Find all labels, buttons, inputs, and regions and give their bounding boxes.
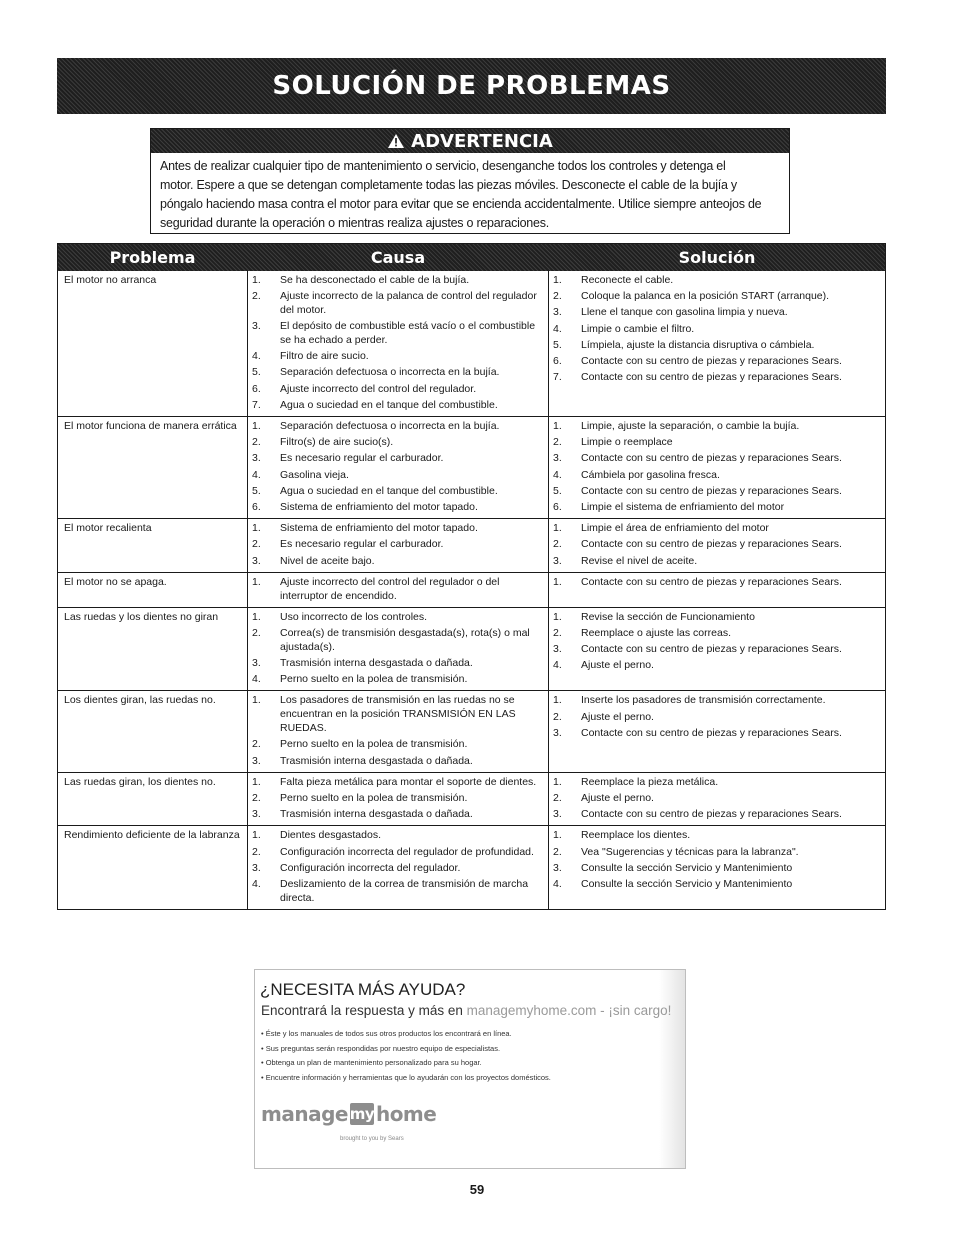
item-number: 7.: [553, 371, 562, 384]
item-number: 3.: [252, 861, 261, 874]
cause-item: [252, 450, 542, 466]
cause-item: [252, 806, 542, 822]
cause-item: [252, 318, 542, 348]
list-item: • Sus preguntas serán respondidas por nuestro equipo de especialistas.: [261, 1042, 551, 1057]
item-number: 3.: [553, 861, 562, 874]
cause-item: [252, 483, 542, 499]
cause-item: [252, 397, 542, 413]
item-number: 3.: [252, 808, 261, 821]
item-text: Contacte con su centro de piezas y reparaciones Sears.: [581, 371, 842, 384]
problem-cell: [58, 826, 247, 909]
item-text: Los pasadores de transmisión en las ruedas no se encuentran en la posición TRANSMISIÓN EN LAS RUEDAS.: [280, 694, 516, 735]
solution-item: [553, 625, 879, 641]
item-text: Límpiela, ajuste la distancia disruptiva o cámbiela.: [581, 338, 815, 351]
item-number: 4.: [553, 468, 562, 481]
solution-item: [553, 353, 879, 369]
cause-item: [252, 418, 542, 434]
item-number: 2.: [553, 792, 562, 805]
logo-tagline: brought to you by Sears: [340, 1136, 404, 1142]
solution-item: [553, 553, 879, 569]
item-text: Llene el tanque con gasolina limpia y nueva.: [581, 306, 788, 319]
header-solution: Solución: [678, 248, 756, 267]
item-text: Agua o suciedad en el tanque del combustible.: [280, 484, 498, 497]
problem-cell: [58, 417, 247, 518]
problem-text: El motor no arranca: [64, 274, 157, 286]
solution-item: [553, 321, 879, 337]
item-text: Reemplace o ajuste las correas.: [581, 627, 731, 640]
item-text: Correa(s) de transmisión desgastada(s), rota(s) o mal ajustada(s).: [280, 627, 530, 654]
item-number: 2.: [553, 290, 562, 303]
item-text: Limpie, ajuste la separación, o cambie la bujía.: [581, 420, 800, 433]
item-number: 1.: [252, 274, 261, 286]
cause-item: [252, 860, 542, 876]
cause-item: [252, 467, 542, 483]
managemyhome-logo: [261, 1102, 436, 1126]
table-row: [58, 690, 885, 771]
item-text: Contacte con su centro de piezas y reparaciones Sears.: [581, 726, 842, 739]
item-text: Trasmisión interna desgastada o dañada.: [280, 808, 473, 821]
cause-item: [252, 381, 542, 397]
warning-header: [151, 129, 789, 153]
item-number: 1.: [252, 694, 261, 707]
item-number: 1.: [553, 775, 562, 788]
cause-item: [252, 553, 542, 569]
help-title: ¿NECESITA MÁS AYUDA?: [260, 980, 466, 999]
item-text: Ajuste incorrecto de la palanca de control del regulador del motor.: [280, 290, 537, 317]
item-number: 3.: [553, 306, 562, 319]
problem-text: El motor funciona de manera errática: [64, 420, 237, 433]
item-number: 6.: [553, 501, 562, 514]
item-text: Perno suelto en la polea de transmisión.: [280, 673, 468, 686]
solution-item: [553, 369, 879, 385]
item-number: 2.: [553, 436, 562, 449]
problem-cell: [58, 691, 247, 771]
item-text: Configuración incorrecta del regulador.: [280, 861, 461, 874]
solution-item: [553, 536, 879, 552]
item-text: Limpie el sistema de enfriamiento del motor: [581, 501, 785, 514]
item-text: Contacte con su centro de piezas y reparaciones Sears.: [581, 808, 842, 821]
item-text: Cámbiela por gasolina fresca.: [581, 468, 720, 481]
cause-item: [252, 574, 542, 604]
logo-left: manage: [261, 1102, 348, 1126]
warning-line: motor. Espere a que se detengan completamente todas las piezas móviles. Desconecte el cable de la bujía y: [160, 178, 737, 192]
solution-item: [553, 709, 879, 725]
item-text: Trasmisión interna desgastada o dañada.: [280, 754, 473, 767]
cause-item: [252, 844, 542, 860]
table-row: [58, 518, 885, 572]
solution-item: [553, 860, 879, 876]
warning-line: póngalo haciendo masa contra el motor para evitar que se encienda accidentalmente. Utilice siempre anteojos de: [160, 197, 762, 211]
table-row: [58, 825, 885, 909]
solution-item: [553, 288, 879, 304]
cause-item: [252, 625, 542, 655]
cause-item: [252, 499, 542, 515]
solution-item: [553, 806, 879, 822]
cause-item: [252, 288, 542, 318]
problem-text: El motor no se apaga.: [64, 575, 167, 588]
item-number: 1.: [252, 420, 261, 433]
item-text: Limpie o reemplace: [581, 436, 673, 449]
item-number: 3.: [252, 452, 261, 465]
section-banner: [57, 58, 886, 114]
table-header: [58, 244, 885, 271]
item-number: 3.: [252, 554, 261, 567]
item-number: 3.: [553, 554, 562, 567]
item-text: Contacte con su centro de piezas y reparaciones Sears.: [581, 538, 842, 551]
item-number: 1.: [553, 274, 562, 286]
item-number: 4.: [553, 878, 562, 891]
item-number: 1.: [252, 610, 261, 623]
problem-cell: [58, 608, 247, 691]
item-text: Reemplace la pieza metálica.: [581, 775, 719, 788]
item-number: 2.: [553, 538, 562, 551]
list-item: • Encuentre información y herramientas que lo ayudarán con los proyectos domésticos.: [261, 1071, 551, 1086]
item-text: Uso incorrecto de los controles.: [280, 610, 428, 623]
item-number: 1.: [252, 775, 261, 788]
cause-item: [252, 790, 542, 806]
table-row: [58, 607, 885, 691]
item-number: 5.: [553, 338, 562, 351]
item-text: Deslizamiento de la correa de transmisión de marcha directa.: [280, 878, 529, 905]
item-number: 5.: [252, 366, 261, 379]
item-number: 3.: [553, 726, 562, 739]
item-text: Separación defectuosa o incorrecta en la bujía.: [280, 366, 500, 379]
warning-line: seguridad durante la operación o mientras realiza ajustes o reparaciones.: [160, 216, 549, 230]
solution-item: [553, 790, 879, 806]
item-number: 2.: [252, 290, 261, 303]
table-row: [58, 416, 885, 518]
item-number: 3.: [252, 754, 261, 767]
item-number: 5.: [553, 484, 562, 497]
header-cause: Causa: [370, 248, 426, 267]
item-text: Limpie o cambie el filtro.: [581, 322, 695, 335]
item-text: Ajuste incorrecto del control del regulador o del interruptor de encendido.: [280, 575, 500, 602]
list-item: • Obtenga un plan de mantenimiento personalizado para su hogar.: [261, 1056, 551, 1071]
item-text: Perno suelto en la polea de transmisión.: [280, 792, 468, 805]
solution-item: [553, 725, 879, 741]
item-text: El depósito de combustible está vacío o el combustible se ha echado a perder.: [280, 320, 536, 347]
header-problem: Problema: [109, 248, 196, 267]
item-number: 6.: [553, 355, 562, 368]
item-number: 4.: [553, 322, 562, 335]
item-number: 2.: [553, 627, 562, 640]
logo-right: home: [375, 1102, 437, 1126]
solution-item: [553, 337, 879, 353]
table-row: [58, 572, 885, 607]
solution-item: [553, 876, 879, 892]
item-number: 1.: [252, 829, 261, 842]
item-text: Filtro(s) de aire sucio(s).: [280, 436, 394, 449]
item-text: Inserte los pasadores de transmisión correctamente.: [581, 694, 826, 707]
solution-cell: [549, 826, 885, 909]
cause-item: [252, 753, 542, 769]
item-number: 4.: [252, 468, 261, 481]
cause-cell: [247, 519, 549, 572]
solution-item: [553, 827, 879, 843]
item-number: 3.: [553, 452, 562, 465]
problem-text: Las ruedas y los dientes no giran: [64, 610, 219, 623]
item-number: 4.: [252, 350, 261, 363]
item-text: Vea "Sugerencias y técnicas para la labranza".: [581, 845, 799, 858]
item-number: 7.: [252, 398, 261, 411]
item-text: Contacte con su centro de piezas y reparaciones Sears.: [581, 452, 842, 465]
help-box: [254, 969, 686, 1169]
item-number: 4.: [252, 673, 261, 686]
solution-cell: [549, 271, 885, 416]
solution-item: [553, 304, 879, 320]
table-row: [58, 271, 885, 416]
page-title: SOLUCIÓN DE PROBLEMAS: [272, 71, 671, 101]
cause-item: [252, 536, 542, 552]
item-number: 5.: [252, 484, 261, 497]
solution-item: [553, 499, 879, 515]
item-text: Ajuste incorrecto del control del regulador.: [280, 382, 477, 395]
item-text: Contacte con su centro de piezas y reparaciones Sears.: [581, 484, 842, 497]
solution-cell: [549, 519, 885, 572]
cause-item: [252, 520, 542, 536]
item-number: 2.: [252, 538, 261, 551]
item-number: 6.: [252, 501, 261, 514]
item-number: 2.: [252, 738, 261, 751]
item-text: Limpie el área de enfriamiento del motor: [581, 522, 769, 535]
item-number: 3.: [553, 643, 562, 656]
solution-item: [553, 609, 879, 625]
table-row: [58, 772, 885, 826]
item-number: 1.: [553, 575, 562, 588]
cause-cell: [247, 573, 549, 607]
problem-text: Rendimiento deficiente de la labranza: [64, 829, 240, 842]
problem-text: Los dientes giran, las ruedas no.: [64, 694, 216, 707]
item-number: 2.: [252, 792, 261, 805]
warning-line: Antes de realizar cualquier tipo de mantenimiento o servicio, desenganche todos los controles y detenga el: [160, 159, 726, 173]
solution-item: [553, 450, 879, 466]
cause-item: [252, 671, 542, 687]
item-number: 2.: [252, 845, 261, 858]
cause-cell: [247, 271, 549, 416]
solution-cell: [549, 573, 885, 607]
help-subtitle: [261, 1003, 671, 1018]
item-number: 2.: [252, 627, 261, 640]
item-text: Coloque la palanca en la posición START (arranque).: [581, 290, 830, 303]
item-number: 2.: [252, 436, 261, 449]
item-text: Contacte con su centro de piezas y reparaciones Sears.: [581, 355, 842, 368]
cause-cell: [247, 417, 549, 518]
item-text: Dientes desgastados.: [280, 829, 381, 842]
cause-item: [252, 434, 542, 450]
item-text: Revise la sección de Funcionamiento: [581, 610, 755, 623]
problem-cell: [58, 773, 247, 826]
warning-title: ADVERTENCIA: [411, 130, 553, 152]
item-text: Trasmisión interna desgastada o dañada.: [280, 657, 473, 670]
cause-item: [252, 774, 542, 790]
solution-item: [553, 520, 879, 536]
cause-item: [252, 655, 542, 671]
item-number: 1.: [553, 829, 562, 842]
item-text: Nivel de aceite bajo.: [280, 554, 375, 567]
solution-cell: [549, 608, 885, 691]
item-text: Perno suelto en la polea de transmisión.: [280, 738, 468, 751]
help-bullets: [261, 1027, 551, 1085]
problem-text: El motor recalienta: [64, 522, 152, 535]
help-subtitle-text: Encontrará la respuesta y más en: [261, 1003, 467, 1018]
troubleshooting-table: [57, 243, 886, 910]
item-number: 1.: [252, 575, 261, 588]
solution-item: [553, 844, 879, 860]
item-text: Contacte con su centro de piezas y reparaciones Sears.: [581, 643, 842, 656]
item-text: Separación defectuosa o incorrecta en la bujía.: [280, 420, 500, 433]
solution-item: [553, 774, 879, 790]
item-text: Contacte con su centro de piezas y reparaciones Sears.: [581, 575, 842, 588]
cause-cell: [247, 826, 549, 909]
item-text: Revise el nivel de aceite.: [581, 554, 698, 567]
cause-item: [252, 876, 542, 906]
cause-cell: [247, 691, 549, 771]
item-text: Ajuste el perno.: [581, 710, 654, 723]
solution-item: [553, 641, 879, 657]
item-text: Consulte la sección Servicio y Mantenimiento: [581, 878, 793, 891]
item-number: 2.: [553, 710, 562, 723]
item-text: Reconecte el cable.: [581, 274, 674, 286]
item-number: 1.: [553, 694, 562, 707]
logo-box: my: [349, 1105, 375, 1123]
list-item: • Éste y los manuales de todos sus otros productos los encontrará en línea.: [261, 1027, 551, 1042]
problem-cell: [58, 271, 247, 416]
item-text: Es necesario regular el carburador.: [280, 452, 444, 465]
item-text: Agua o suciedad en el tanque del combustible.: [280, 398, 498, 411]
item-number: 2.: [553, 845, 562, 858]
cause-item: [252, 827, 542, 843]
cause-item: [252, 736, 542, 752]
solution-cell: [549, 691, 885, 771]
solution-item: [553, 574, 879, 590]
help-site-link[interactable]: managemyhome.com - ¡sin cargo!: [466, 1003, 672, 1018]
solution-cell: [549, 773, 885, 826]
cause-cell: [247, 773, 549, 826]
item-text: Sistema de enfriamiento del motor tapado.: [280, 522, 478, 535]
item-number: 3.: [553, 808, 562, 821]
item-number: 6.: [252, 382, 261, 395]
page-number: 59: [469, 1182, 485, 1197]
item-number: 3.: [252, 320, 261, 333]
cause-item: [252, 272, 542, 288]
warning-triangle-icon: [387, 133, 405, 149]
cause-item: [252, 692, 542, 736]
problem-text: Las ruedas giran, los dientes no.: [64, 775, 216, 788]
solution-item: [553, 657, 879, 673]
item-number: 4.: [553, 659, 562, 672]
item-text: Se ha desconectado el cable de la bujía.: [280, 274, 470, 286]
solution-item: [553, 434, 879, 450]
cause-item: [252, 609, 542, 625]
item-text: Configuración incorrecta del regulador de profundidad.: [280, 845, 534, 858]
item-number: 1.: [553, 610, 562, 623]
item-text: Falta pieza metálica para montar el soporte de dientes.: [280, 775, 537, 788]
item-number: 4.: [252, 878, 261, 891]
item-text: Gasolina vieja.: [280, 468, 349, 481]
solution-cell: [549, 417, 885, 518]
cause-item: [252, 364, 542, 380]
item-text: Consulte la sección Servicio y Mantenimiento: [581, 861, 793, 874]
problem-cell: [58, 519, 247, 572]
solution-item: [553, 483, 879, 499]
item-text: Filtro de aire sucio.: [280, 350, 369, 363]
cause-cell: [247, 608, 549, 691]
item-text: Ajuste el perno.: [581, 792, 654, 805]
solution-item: [553, 418, 879, 434]
item-number: 1.: [553, 522, 562, 535]
problem-cell: [58, 573, 247, 607]
cause-item: [252, 348, 542, 364]
table-body: [58, 271, 885, 909]
item-number: 1.: [252, 522, 261, 535]
item-number: 3.: [252, 657, 261, 670]
item-text: Reemplace los dientes.: [581, 829, 691, 842]
solution-item: [553, 467, 879, 483]
warning-box: [150, 128, 790, 234]
item-text: Es necesario regular el carburador.: [280, 538, 444, 551]
solution-item: [553, 272, 879, 288]
solution-item: [553, 692, 879, 708]
warning-text: [151, 153, 789, 233]
item-text: Ajuste el perno.: [581, 659, 654, 672]
item-number: 1.: [553, 420, 562, 433]
item-text: Sistema de enfriamiento del motor tapado.: [280, 501, 478, 514]
